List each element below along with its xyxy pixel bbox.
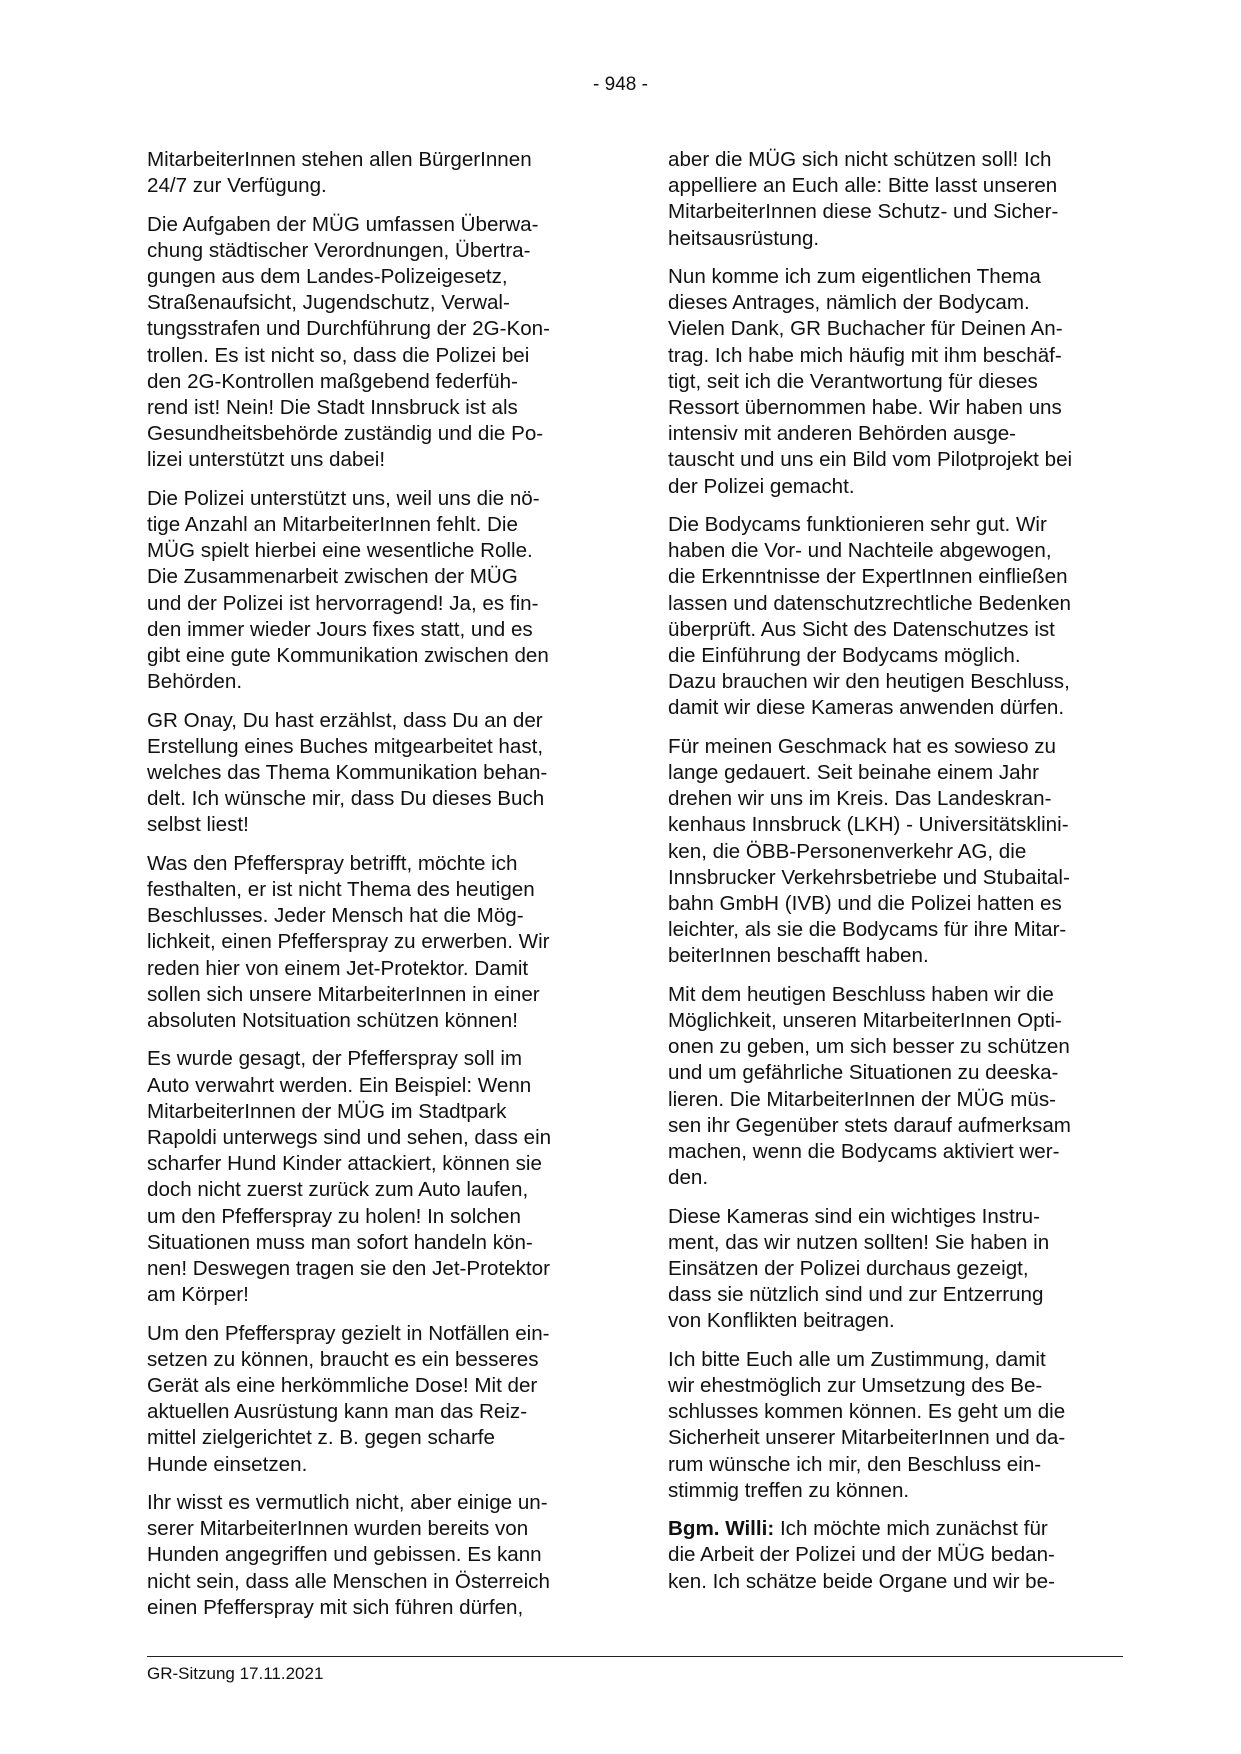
footer-divider [147,1656,1123,1657]
paragraph-line: scharfer Hund Kinder attackiert, können sie [147,1152,542,1176]
paragraph-line: Einsätzen der Polizei durchaus gezeigt, [668,1257,1029,1281]
paragraph-line: chung städtischer Verordnungen, Übertra- [147,238,531,262]
paragraph-line: Die Aufgaben der MÜG umfassen Überwa- [147,212,539,236]
paragraph-line: lassen und datenschutzrechtliche Bedenken [668,591,1071,615]
paragraph-line: Behörden. [147,670,243,694]
paragraph-line: bahn GmbH (IVB) und die Polizei hatten es [668,892,1062,916]
paragraph [147,486,602,696]
paragraph-line: MitarbeiterInnen diese Schutz- und Sicher- [668,200,1059,224]
paragraph-line: Beschlusses. Jeder Mensch hat die Mög- [147,904,524,928]
paragraph-line: einen Pfefferspray mit sich führen dürfen, [147,1595,524,1619]
paragraph-line: rend ist! Nein! Die Stadt Innsbruck ist als [147,396,518,420]
paragraph [668,734,1123,970]
paragraph-line: ment, das wir nutzen sollten! Sie haben in [668,1230,1050,1254]
paragraph [668,512,1123,722]
paragraph-line: Mit dem heutigen Beschluss haben wir die [668,982,1054,1006]
paragraph-line: festhalten, er ist nicht Thema des heutigen [147,878,535,902]
paragraph-line: von Konflikten beitragen. [668,1309,895,1333]
paragraph-line: nicht sein, dass alle Menschen in Österreich [147,1569,550,1593]
paragraph-line: den 2G-Kontrollen maßgebend federfüh- [147,369,518,393]
paragraph-line: Vielen Dank, GR Buchacher für Deinen An- [668,317,1063,341]
paragraph-line: onen zu geben, um sich besser zu schützen [668,1035,1070,1059]
paragraph-line: welches das Thema Kommunikation behan- [147,761,548,785]
paragraph-line: ken. Ich schätze beide Organe und wir be- [668,1569,1055,1593]
paragraph-line: selbst liest! [147,813,249,837]
paragraph [147,1046,602,1308]
paragraph-line: dass sie nützlich sind und zur Entzerrung [668,1283,1044,1307]
speaker-name: Bgm. Willi: [668,1517,775,1541]
paragraph-line: trollen. Es ist nicht so, dass die Polizei bei [147,343,530,367]
paragraph-line: nen! Deswegen tragen sie den Jet-Protektor [147,1257,550,1281]
paragraph-line: Dazu brauchen wir den heutigen Beschluss, [668,670,1070,694]
paragraph [668,147,1123,252]
speaker-paragraph [668,1516,1123,1595]
paragraph-line: beiterInnen beschafft haben. [668,944,929,968]
paragraph-line: gungen aus dem Landes-Polizeigesetz, [147,265,508,288]
paragraph [147,147,602,199]
paragraph-line: Hunde einsetzen. [147,1452,308,1476]
paragraph-line: überprüft. Aus Sicht des Datenschutzes ist [668,617,1055,641]
paragraph [147,851,602,1034]
paragraph-line: aktuellen Ausrüstung kann man das Reiz- [147,1400,528,1424]
paragraph-line: mittel zielgerichtet z. B. gegen scharfe [147,1426,495,1450]
paragraph-line: Die Polizei unterstützt uns, weil uns die nö- [147,486,540,510]
paragraph-line: appelliere an Euch alle: Bitte lasst unseren [668,174,1058,198]
paragraph-line: doch nicht zuerst zurück zum Auto laufen, [147,1178,529,1202]
paragraph [668,264,1123,500]
paragraph-line: lange gedauert. Seit beinahe einem Jahr [668,761,1039,785]
paragraph-line: lieren. Die MitarbeiterInnen der MÜG müs- [668,1087,1056,1111]
paragraph-line: gibt eine gute Kommunikation zwischen den [147,644,549,668]
paragraph-line: um den Pfefferspray zu holen! In solchen [147,1204,521,1228]
paragraph-line: damit wir diese Kameras anwenden dürfen. [668,696,1065,720]
speaker-text: Ich möchte mich zunächst für [774,1517,1048,1541]
paragraph-line: tige Anzahl an MitarbeiterInnen fehlt. Die [147,513,518,537]
paragraph-line: Nun komme ich zum eigentlichen Thema [668,265,1041,288]
paragraph [668,1204,1123,1335]
page-number: - 948 - [593,74,648,95]
paragraph-line: haben die Vor- und Nachteile abgewogen, [668,539,1052,563]
paragraph-line: MÜG spielt hierbei eine wesentliche Rolle. [147,539,533,563]
paragraph-line: tungsstrafen und Durchführung der 2G-Kon- [147,317,550,341]
paragraph-line: die Erkenntnisse der ExpertInnen einfließen [668,565,1068,589]
paragraph-line: heitsausrüstung. [668,226,820,250]
paragraph [147,708,602,839]
paragraph-line: am Körper! [147,1283,249,1307]
paragraph-line: Für meinen Geschmack hat es sowieso zu [668,734,1057,758]
paragraph-line: Innsbrucker Verkehrsbetriebe und Stubaital- [668,865,1070,889]
paragraph-line: tauscht und uns ein Bild vom Pilotprojekt bei [668,448,1073,472]
paragraph-line: trag. Ich habe mich häufig mit ihm beschäf- [668,343,1062,367]
paragraph-line: der Polizei gemacht. [668,474,855,498]
paragraph [147,1490,602,1621]
right-column [668,147,1123,1607]
paragraph-line: leichter, als sie die Bodycams für ihre Mitar- [668,918,1067,942]
paragraph-line: intensiv mit anderen Behörden ausge- [668,422,1017,446]
paragraph-line: Situationen muss man sofort handeln kön- [147,1230,533,1254]
paragraph-line: serer MitarbeiterInnen wurden bereits von [147,1517,529,1541]
paragraph-line: drehen wir uns im Kreis. Das Landeskran- [668,787,1052,811]
paragraph-line: Gerät als eine herkömmliche Dose! Mit der [147,1374,538,1398]
paragraph-line: Hunden angegriffen und gebissen. Es kann [147,1543,542,1567]
paragraph-line: und um gefährliche Situationen zu deeska- [668,1061,1059,1085]
paragraph-line: GR Onay, Du hast erzählst, dass Du an der [147,708,543,732]
paragraph [147,1321,602,1478]
paragraph-line: und der Polizei ist hervorragend! Ja, es fin- [147,591,539,615]
paragraph-line: kenhaus Innsbruck (LKH) - Universitätsklini- [668,813,1069,837]
paragraph-line: stimmig treffen zu können. [668,1478,910,1502]
paragraph-line: rum wünsche ich mir, den Beschluss ein- [668,1452,1042,1476]
paragraph-line: Sicherheit unserer MitarbeiterInnen und da- [668,1426,1066,1450]
paragraph-line: Diese Kameras sind ein wichtiges Instru- [668,1204,1040,1228]
paragraph-line: Ich bitte Euch alle um Zustimmung, damit [668,1347,1046,1371]
paragraph-line: die Einführung der Bodycams möglich. [668,644,1021,668]
paragraph-line: ken, die ÖBB-Personenverkehr AG, die [668,839,1027,863]
paragraph-line: sen ihr Gegenüber stets darauf aufmerksam [668,1113,1071,1137]
paragraph-line: Die Bodycams funktionieren sehr gut. Wir [668,513,1047,537]
paragraph-line: reden hier von einem Jet-Protektor. Damit [147,956,529,980]
paragraph [147,212,602,474]
paragraph [668,1347,1123,1504]
paragraph-line: schlusses kommen können. Es geht um die [668,1400,1066,1424]
paragraph-line: machen, wenn die Bodycams aktiviert wer- [668,1140,1060,1164]
paragraph-line: Gesundheitsbehörde zuständig und die Po- [147,422,544,446]
paragraph-line: 24/7 zur Verfügung. [147,174,327,198]
paragraph-line: lizei unterstützt uns dabei! [147,448,386,472]
paragraph-line: wir ehestmöglich zur Umsetzung des Be- [668,1374,1043,1398]
paragraph-line: lichkeit, einen Pfefferspray zu erwerben. Wir [147,930,550,954]
left-column [147,147,602,1633]
paragraph-line: setzen zu können, braucht es ein besseres [147,1347,539,1371]
paragraph-line: Rapoldi unterwegs sind und sehen, dass ein [147,1126,552,1150]
paragraph-line: delt. Ich wünsche mir, dass Du dieses Buch [147,787,545,811]
paragraph-line: den immer wieder Jours fixes statt, und es [147,617,533,641]
paragraph-line: absoluten Notsituation schützen können! [147,1009,518,1033]
paragraph-line: Ihr wisst es vermutlich nicht, aber einige un- [147,1491,548,1515]
paragraph-line: Erstellung eines Buches mitgearbeitet hast, [147,734,544,758]
paragraph-line: Möglichkeit, unseren MitarbeiterInnen Opti- [668,1009,1062,1033]
paragraph [668,982,1123,1192]
paragraph-line: MitarbeiterInnen stehen allen BürgerInnen [147,148,532,171]
paragraph-line: aber die MÜG sich nicht schützen soll! Ich [668,148,1052,171]
paragraph-line: Um den Pfefferspray gezielt in Notfällen ein- [147,1321,550,1345]
paragraph-line: Was den Pfefferspray betrifft, möchte ich [147,851,518,875]
paragraph-line: MitarbeiterInnen der MÜG im Stadtpark [147,1099,507,1123]
paragraph-line [668,1516,1123,1542]
paragraph-line: Auto verwahrt werden. Ein Beispiel: Wenn [147,1073,532,1097]
footer-session-date: GR-Sitzung 17.11.2021 [147,1664,324,1683]
paragraph-line: tigt, seit ich die Verantwortung für dieses [668,369,1038,393]
paragraph-line: Ressort übernommen habe. Wir haben uns [668,396,1062,420]
paragraph-line: Die Zusammenarbeit zwischen der MÜG [147,565,518,589]
paragraph-line: sollen sich unsere MitarbeiterInnen in einer [147,982,540,1006]
paragraph-line: Es wurde gesagt, der Pfefferspray soll im [147,1047,523,1071]
paragraph-line: Straßenaufsicht, Jugendschutz, Verwal- [147,291,510,315]
paragraph-line: den. [668,1166,709,1190]
paragraph-line: dieses Antrages, nämlich der Bodycam. [668,291,1030,315]
paragraph-line: die Arbeit der Polizei und der MÜG bedan- [668,1543,1055,1567]
